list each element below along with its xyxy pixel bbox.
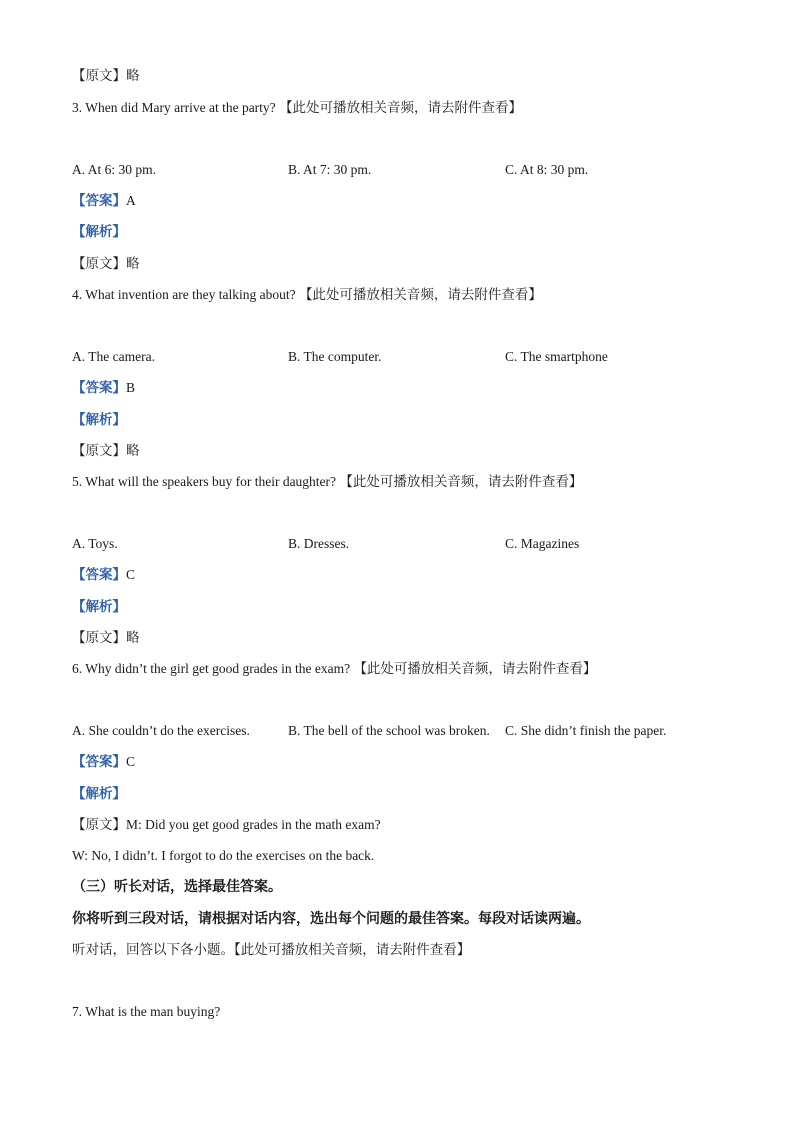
answer-tag: 【答案】 — [72, 380, 126, 396]
q4-options — [72, 347, 732, 367]
yuanwen-tag: 【原文】 — [72, 630, 126, 646]
option-b: B. At 7: 30 pm. — [288, 162, 372, 177]
answer-value: C — [126, 754, 136, 769]
listen-note-text[interactable]: 听对话，回答以下各小题。【此处可播放相关音频，请去附件查看】 — [72, 942, 471, 958]
dialogue-text: W: No, I didn’t. I forgot to do the exercises on the back. — [72, 848, 375, 863]
yuanwen-text: 略 — [126, 630, 140, 646]
audio-note[interactable]: 【此处可播放相关音频，请去附件查看】 — [339, 474, 583, 490]
jiexi-tag: 【解析】 — [72, 599, 126, 615]
option-b: B. Dresses. — [288, 536, 350, 551]
audio-note[interactable]: 【此处可播放相关音频，请去附件查看】 — [298, 287, 542, 303]
section-heading-text: （三）听长对话，选择最佳答案。 — [72, 879, 282, 895]
q5-yuanwen-line — [72, 628, 140, 648]
yuanwen-tag: 【原文】 — [72, 817, 126, 833]
yuanwen-tag: 【原文】 — [72, 443, 126, 459]
option-b: B. The bell of the school was broken. — [288, 723, 490, 738]
q7-question — [72, 1002, 220, 1022]
option-a: A. At 6: 30 pm. — [72, 162, 157, 177]
jiexi-tag: 【解析】 — [72, 786, 126, 802]
yuanwen-tag: 【原文】 — [72, 68, 126, 84]
q4-yuanwen-line — [72, 441, 140, 461]
q6-options — [72, 721, 732, 741]
q5-question — [72, 472, 582, 492]
yuanwen-text: 略 — [126, 256, 140, 272]
answer-tag: 【答案】 — [72, 567, 126, 583]
option-a: A. Toys. — [72, 536, 118, 551]
question-text: 4. What invention are they talking about? — [72, 287, 296, 302]
section3-heading — [72, 877, 282, 897]
q3-options — [72, 160, 732, 180]
answer-value: B — [126, 380, 136, 395]
yuanwen-text: 略 — [126, 68, 140, 84]
q5-jiexi-line — [72, 597, 126, 617]
yuanwen-text: M: Did you get good grades in the math exam? — [126, 817, 381, 832]
yuanwen-text: 略 — [126, 443, 140, 459]
q3-answer-line — [72, 191, 136, 211]
q4-question — [72, 285, 542, 305]
option-b: B. The computer. — [288, 349, 382, 364]
option-c: C. The smartphone — [505, 349, 608, 364]
option-c: C. At 8: 30 pm. — [505, 162, 589, 177]
question-text: 7. What is the man buying? — [72, 1004, 221, 1019]
option-c: C. She didn’t finish the paper. — [505, 723, 667, 738]
q6-answer-line — [72, 752, 135, 772]
q4-answer-line — [72, 378, 135, 398]
q3-question — [72, 98, 522, 118]
q3-jiexi-line — [72, 222, 126, 242]
q6-yuanwen-line — [72, 815, 381, 835]
question-text: 3. When did Mary arrive at the party? — [72, 100, 276, 115]
option-c: C. Magazines — [505, 536, 580, 551]
q6-question — [72, 659, 596, 679]
answer-tag: 【答案】 — [72, 193, 126, 209]
audio-note[interactable]: 【此处可播放相关音频，请去附件查看】 — [279, 100, 523, 116]
jiexi-tag: 【解析】 — [72, 412, 126, 428]
answer-value: C — [126, 567, 136, 582]
q6-jiexi-line — [72, 784, 126, 804]
option-a: A. The camera. — [72, 349, 155, 364]
answer-value: A — [126, 193, 136, 208]
q5-answer-line — [72, 565, 135, 585]
q5-options — [72, 534, 732, 554]
q4-jiexi-line — [72, 410, 126, 430]
jiexi-tag: 【解析】 — [72, 224, 126, 240]
section-instruction-text: 你将听到三段对话，请根据对话内容，选出每个问题的最佳答案。每段对话读两遍。 — [72, 911, 590, 927]
q6-dialogue-w — [72, 846, 374, 866]
yuanwen-tag: 【原文】 — [72, 256, 126, 272]
q2-yuanwen-line — [72, 66, 140, 86]
question-text: 5. What will the speakers buy for their daughter? — [72, 474, 337, 489]
audio-note[interactable]: 【此处可播放相关音频，请去附件查看】 — [353, 661, 597, 677]
q3-yuanwen-line — [72, 254, 140, 274]
question-text: 6. Why didn’t the girl get good grades in the exam? — [72, 661, 351, 676]
answer-tag: 【答案】 — [72, 754, 126, 770]
option-a: A. She couldn’t do the exercises. — [72, 723, 250, 738]
section3-instruction — [72, 909, 590, 929]
section3-listen-note — [72, 940, 470, 960]
